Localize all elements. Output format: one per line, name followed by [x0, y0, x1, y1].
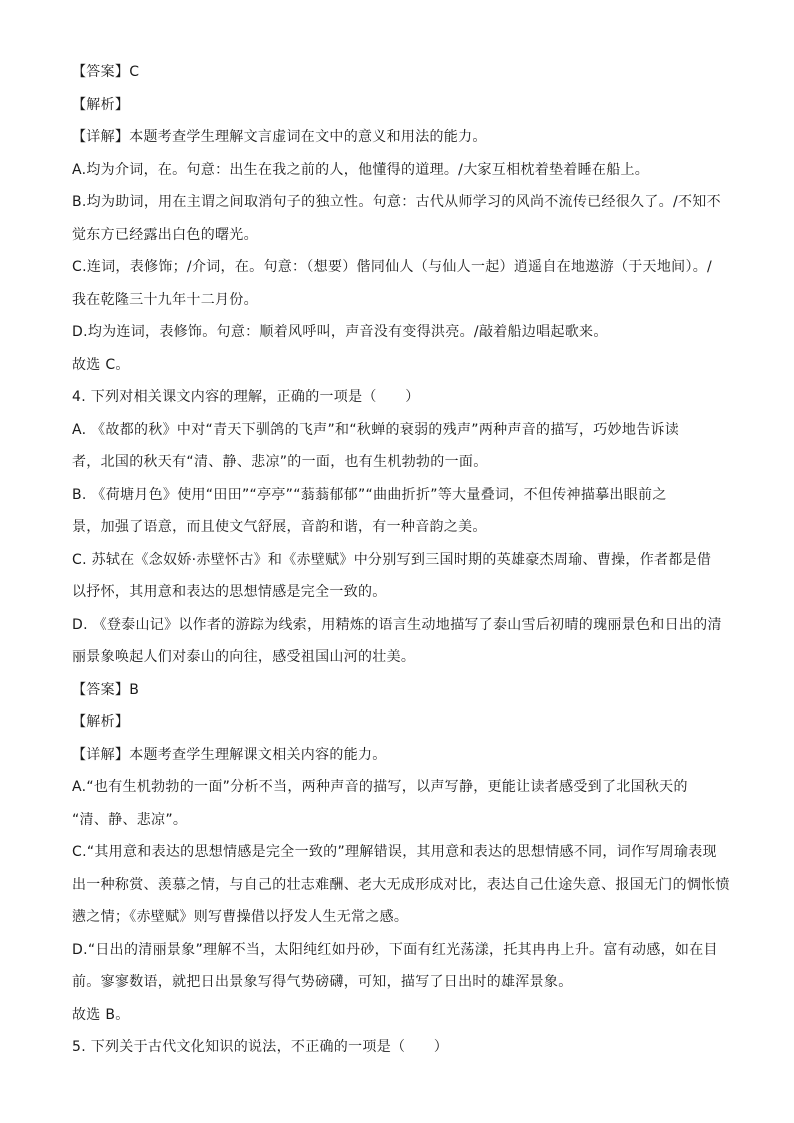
q4-option-b: B. 《荷塘月色》使用“田田”“亭亭”“蓊蓊郁郁”“曲曲折折”等大量叠词，不但传神描摹出眼前之: [72, 486, 667, 503]
q4-option-c-cont: 以抒怀，其用意和表达的思想情感是完全一致的。: [72, 584, 387, 600]
document-page: [72, 62, 730, 1070]
q4-analysis-heading: 【解析】: [72, 714, 130, 730]
option-a-explanation: A.均为介词，在。句意：出生在我之前的人，他懂得的道理。/大家互相枕着垫着睡在船上。: [72, 161, 650, 178]
option-d-explanation: D.均为连词，表修饰。句意：顺着风呼叫，声音没有变得洪亮。/敲着船边唱起歌来。: [72, 324, 608, 340]
question-5: 5. 下列关于古代文化知识的说法，不正确的一项是（ ）: [72, 1039, 449, 1055]
q4-detail-line: 【详解】本题考查学生理解课文相关内容的能力。: [72, 746, 387, 763]
option-b-explanation: B.均为助词，用在主谓之间取消句子的独立性。句意：古代从师学习的风尚不流传已经很久了。/不知不: [72, 194, 721, 210]
question-4: 4. 下列对相关课文内容的理解，正确的一项是（ ）: [72, 389, 420, 405]
q4-option-c: C. 苏轼在《念奴娇·赤壁怀古》和《赤壁赋》中分别写到三国时期的英雄豪杰周瑜、曹操，作者都是借: [72, 551, 712, 568]
q4-explanation-d-cont: 前。寥寥数语，就把日出景象写得气势磅礴，可知，描写了日出时的雄浑景象。: [72, 974, 573, 990]
q4-option-d-cont: 丽景象唤起人们对泰山的向往，感受祖国山河的壮美。: [72, 649, 416, 665]
q4-explanation-a: A.“也有生机勃勃的一面”分析不当，两种声音的描写，以声写静，更能让读者感受到了北国秋天的: [72, 779, 688, 795]
q4-conclusion-line: 故选 B。: [72, 1006, 130, 1023]
q4-answer-line: 【答案】B: [72, 681, 140, 698]
analysis-heading: 【解析】: [72, 96, 130, 113]
q4-explanation-d: D.“日出的清丽景象”理解不当，太阳纯红如丹砂，下面有红光荡漾，托其冉冉上升。富有动感，如在目: [72, 941, 718, 958]
q4-explanation-c: C.“其用意和表达的思想情感是完全一致的”理解错误，其用意和表达的思想情感不同，词作写周瑜表现: [72, 844, 717, 860]
option-b-explanation-cont: 觉东方已经露出白色的曙光。: [72, 226, 258, 243]
q4-explanation-a-cont: “清、静、悲凉”。: [72, 811, 188, 828]
q4-explanation-c-cont: 出一种称赏、羡慕之情，与自己的壮志难酬、老大无成形成对比，表达自己仕途失意、报国无门的惆怅愤: [72, 876, 730, 893]
q4-option-a-cont: 者，北国的秋天有“清、静、悲凉”的一面，也有生机勃勃的一面。: [72, 454, 488, 470]
q4-option-a: A. 《故都的秋》中对“青天下驯鸽的飞声”和“秋蝉的衰弱的残声”两种声音的描写，巧妙地告诉读: [72, 421, 680, 438]
q4-explanation-c-cont2: 懑之情；《赤壁赋》则写曹操借以抒发人生无常之感。: [72, 909, 409, 925]
option-c-explanation-cont: 我在乾隆三十九年十二月份。: [72, 291, 258, 308]
answer-line: 【答案】C: [72, 64, 140, 80]
q4-option-d: D. 《登泰山记》以作者的游踪为线索，用精炼的语言生动地描写了泰山雪后初晴的瑰丽景色和日出的清: [72, 616, 722, 633]
option-c-explanation: C.连词，表修饰；/介词，在。句意：（想要）偕同仙人（与仙人一起）逍遥自在地遨游（于天地间）。/: [72, 259, 713, 275]
conclusion-line: 故选 C。: [72, 356, 130, 373]
detail-line: 【详解】本题考查学生理解文言虚词在文中的意义和用法的能力。: [72, 129, 487, 145]
q4-option-b-cont: 景，加强了语意，而且使文气舒展，音韵和谐，有一种音韵之美。: [72, 519, 487, 535]
